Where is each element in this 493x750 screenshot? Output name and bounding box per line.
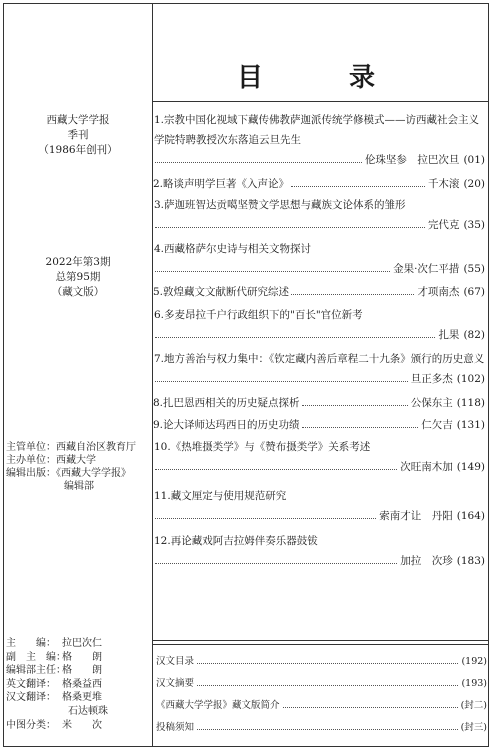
appendix-list — [153, 651, 487, 739]
toc-entries — [153, 110, 487, 571]
staff-row: 副 主 编： 格 朗 — [6, 651, 102, 663]
entry-author: 千木滚 — [427, 178, 460, 190]
entry-page: (82) — [463, 329, 485, 341]
sidebar — [3, 3, 153, 747]
entry-author: 索南才让 丹阳 — [379, 510, 453, 522]
staff-row: 石达顿珠 — [68, 705, 108, 717]
divider — [153, 644, 489, 645]
divider — [153, 640, 489, 641]
staff-row: 主 编： 拉巴次仁 — [6, 638, 102, 649]
toc-entry[interactable] — [153, 239, 487, 279]
table-of-contents — [153, 3, 489, 747]
entry-author: 加拉 次珍 — [400, 555, 453, 567]
admin-row: 编辑出版：《西藏大学学报》 — [6, 468, 131, 479]
entry-title: 7.地方善治与权力集中：《钦定藏内善后章程二十九条》颁行的历史意义 — [154, 353, 485, 365]
appendix-item[interactable] — [153, 673, 487, 695]
toc-entry[interactable] — [153, 393, 487, 413]
entry-title: 5.敦煌藏文文献断代研究综述 — [153, 286, 290, 298]
admin-row: 主办单位：西藏大学 — [6, 455, 96, 466]
appendix-page: (封二) — [460, 700, 487, 711]
entry-page: (183) — [456, 555, 485, 567]
entry-page: (118) — [456, 397, 485, 409]
entry-author: 完代克 — [427, 219, 460, 231]
entry-page: (102) — [456, 373, 485, 385]
entry-page: (67) — [463, 286, 485, 298]
toc-entry[interactable] — [153, 486, 487, 526]
entry-author: 次旺南木加 — [400, 461, 453, 473]
journal-frequency: 季刊 — [67, 129, 89, 141]
issue-info — [3, 255, 153, 300]
appendix-item[interactable] — [153, 651, 487, 673]
appendix-label: 汉文目录 — [156, 656, 195, 667]
entry-title: 8.扎巴恩西相关的历史疑点探析 — [153, 397, 300, 409]
entry-title: 9.论大译师达玛西日的历史功绩 — [153, 419, 300, 431]
entry-page: (55) — [463, 263, 485, 275]
toc-entry[interactable] — [153, 110, 487, 170]
journal-info — [3, 113, 153, 158]
issue-total: 总第95期 — [55, 271, 101, 283]
appendix-label: 投稿须知 — [156, 722, 195, 733]
entry-author: 仁欠吉 — [421, 419, 453, 431]
toc-entry[interactable] — [153, 437, 487, 477]
appendix-item[interactable] — [153, 717, 487, 739]
toc-entry[interactable] — [153, 349, 487, 389]
staff-list — [6, 637, 152, 732]
entry-page: (20) — [463, 178, 485, 190]
entry-page: (131) — [456, 419, 485, 431]
staff-row: 英文翻译： 格桑益西 — [6, 678, 102, 690]
entry-title: 4.西藏格萨尔史诗与相关文物探讨 — [154, 243, 312, 255]
staff-row: 汉文翻译： 格桑更堆 — [6, 692, 102, 704]
staff-row: 编辑部主任： 格 朗 — [6, 665, 102, 677]
toc-entry[interactable] — [153, 174, 487, 194]
entry-author: 金果·次仁平措 — [393, 263, 460, 275]
entry-title: 10.《热堆摄类学》与《赞布摄类学》关系考述 — [154, 441, 371, 453]
entry-title: 2.略谈声明学巨著《入声论》 — [153, 178, 290, 190]
entry-author: 伦珠坚参 拉巴次旦 — [364, 154, 460, 166]
issue-year: 2022年第3期 — [45, 256, 111, 268]
appendix-page: (192) — [461, 656, 487, 667]
appendix-label: 《西藏大学学报》藏文版简介 — [156, 700, 280, 711]
journal-name: 西藏大学学报 — [46, 114, 110, 126]
entry-title: 1.宗教中国化视域下藏传佛教萨迦派传统学修模式——访西藏社会主义学院特聘教授次东落追云旦先生 — [154, 114, 480, 146]
toc-entry[interactable] — [153, 282, 487, 302]
entry-author: 公保东主 — [410, 397, 453, 409]
admin-row: 编辑部 — [64, 481, 94, 492]
entry-author: 旦正多杰 — [410, 373, 453, 385]
appendix-page: (193) — [461, 678, 487, 689]
toc-entry[interactable] — [153, 195, 487, 235]
journal-founded: （1986年创刊） — [38, 144, 118, 156]
appendix-page: (封三) — [460, 722, 487, 733]
entry-title: 6.多麦昂拉千户行政组织下的"百长"官位新考 — [154, 309, 363, 321]
entry-title: 3.萨迦班智达贡噶坚赞文学思想与藏族文论体系的雏形 — [154, 199, 406, 211]
admin-info — [6, 441, 154, 493]
entry-page: (164) — [456, 510, 485, 522]
entry-author: 才项南杰 — [417, 286, 460, 298]
staff-row: 中图分类： 米 次 — [6, 719, 102, 731]
entry-page: (35) — [463, 219, 485, 231]
entry-author: 扎果 — [438, 329, 460, 341]
entry-title: 11.藏文厘定与使用规范研究 — [154, 490, 287, 502]
divider — [153, 101, 489, 102]
appendix-item[interactable] — [153, 695, 487, 717]
toc-entry[interactable] — [153, 305, 487, 345]
appendix-label: 汉文摘要 — [156, 678, 195, 689]
entry-title: 12.再论藏戏阿吉拉姆伴奏乐器鼓钹 — [154, 535, 318, 547]
admin-row: 主管单位：西藏自治区教育厅 — [6, 442, 136, 453]
toc-entry[interactable] — [153, 531, 487, 571]
entry-page: (01) — [463, 154, 485, 166]
entry-page: (149) — [456, 461, 485, 473]
page-title: 目 录 — [236, 63, 405, 93]
toc-entry[interactable] — [153, 415, 487, 435]
issue-edition: （藏文版） — [51, 286, 105, 298]
